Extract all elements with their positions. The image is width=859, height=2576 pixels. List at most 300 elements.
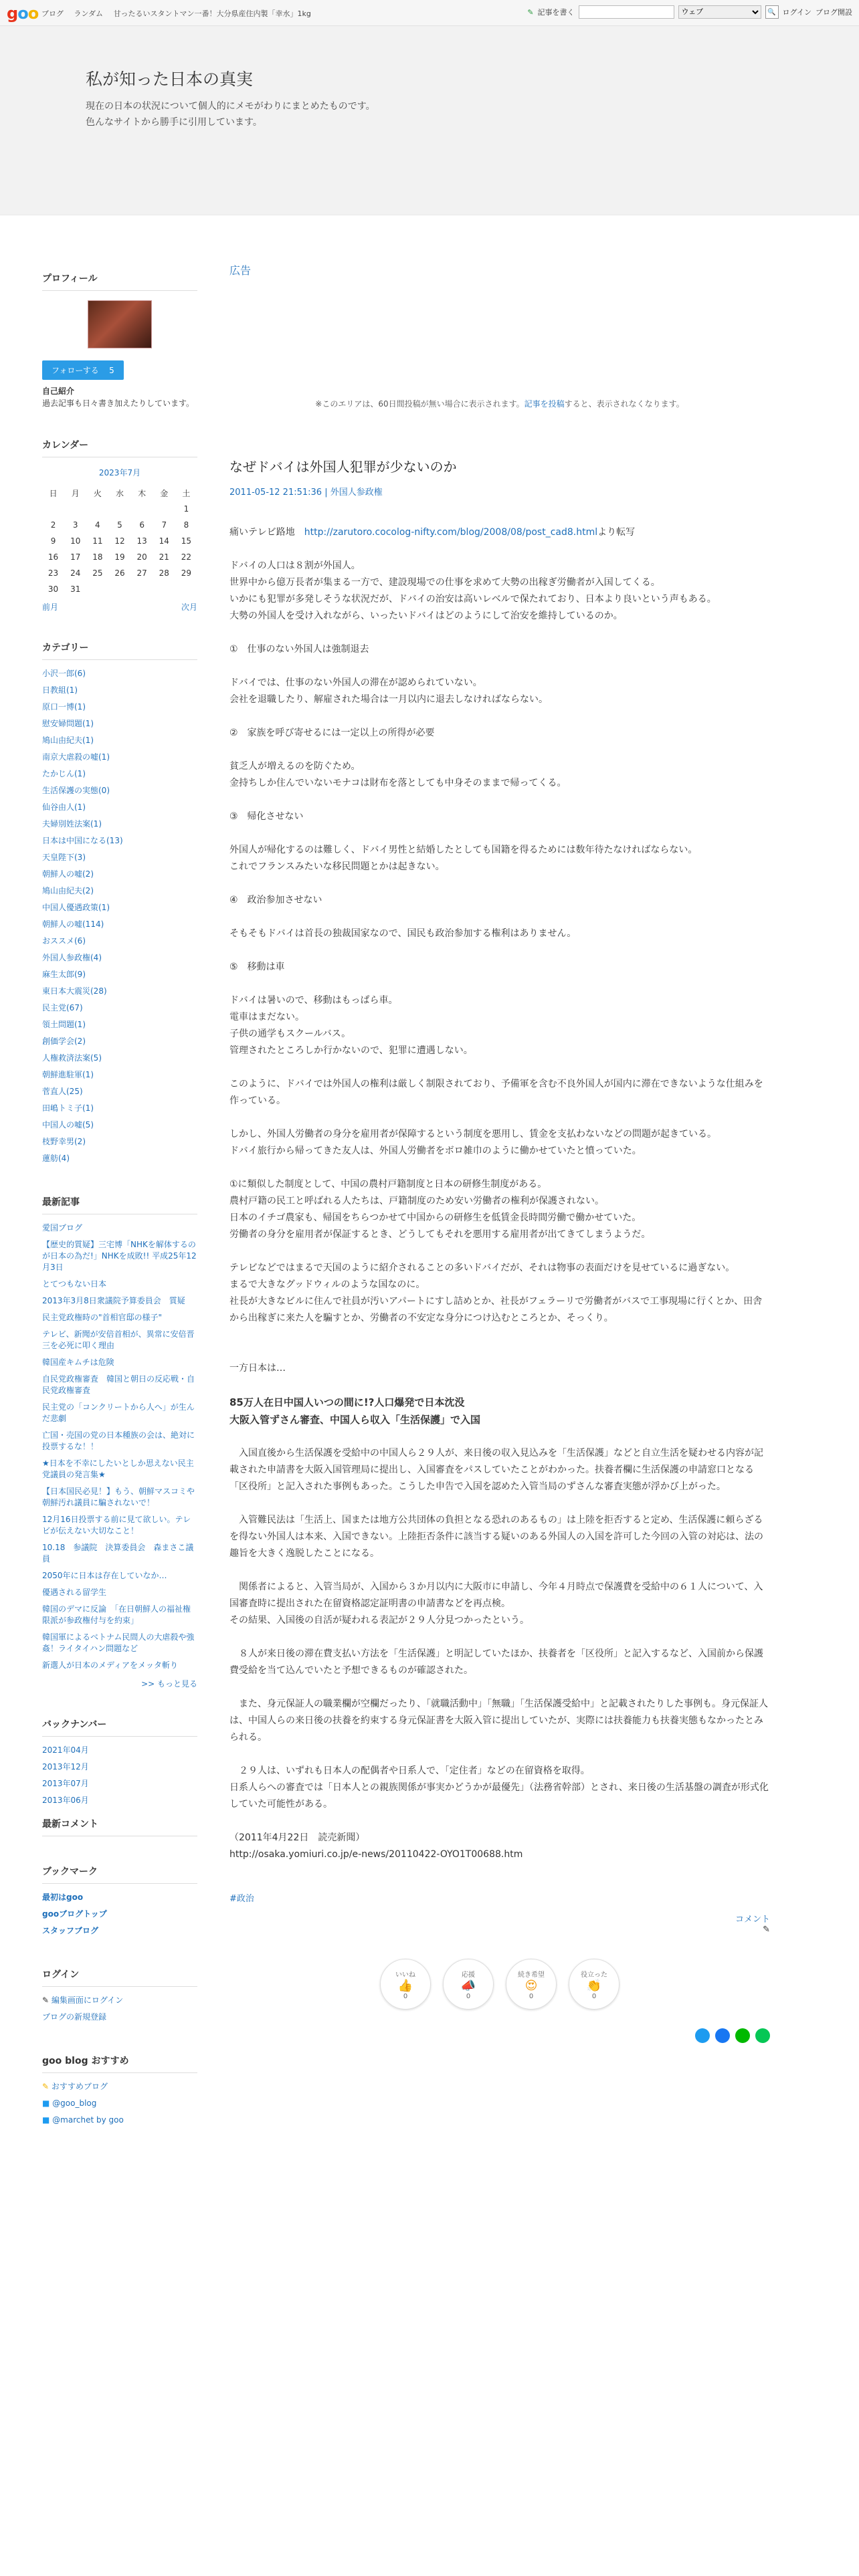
calendar-day[interactable]: 5 bbox=[117, 520, 122, 530]
calendar-weekday: 日 bbox=[49, 488, 58, 498]
search-input[interactable] bbox=[579, 5, 674, 19]
intro-heading: 自己紹介 bbox=[42, 387, 75, 396]
profile-section bbox=[42, 262, 197, 410]
calendar-day[interactable]: 19 bbox=[114, 552, 125, 562]
list-item bbox=[42, 1309, 197, 1326]
list-item bbox=[42, 1220, 197, 1237]
category-link[interactable]: 天皇陛下(3) bbox=[42, 853, 86, 862]
paragraph: これでフランスみたいな移民問題とかは起きない。 bbox=[229, 861, 445, 872]
calendar-day[interactable]: 13 bbox=[136, 536, 147, 546]
recent-post-link[interactable]: 自民党政権審査 韓国と朝日の反応戦・自民党政権審査 bbox=[42, 1374, 195, 1395]
paragraph: ドバイでは、仕事のない外国人の滞在が認められていない。 bbox=[229, 677, 482, 688]
calendar-day[interactable]: 17 bbox=[70, 552, 81, 562]
calendar-day[interactable] bbox=[131, 501, 153, 517]
list-item bbox=[42, 1601, 197, 1629]
list-item bbox=[42, 1000, 197, 1016]
recent-post-link[interactable]: 韓国産キムチは危険 bbox=[42, 1358, 114, 1367]
blog-title[interactable]: 私が知った日本の真実 bbox=[86, 70, 254, 89]
calendar-day[interactable]: 3 bbox=[72, 520, 78, 530]
calendar-day[interactable]: 27 bbox=[136, 568, 147, 578]
recent-list bbox=[42, 1220, 197, 1674]
recent-post-link[interactable]: 【日本国民必見！】もう、朝鮮マスコミや朝鮮汚れ議員に騙されないで！ bbox=[42, 1487, 195, 1507]
paragraph: ④ 政治参加させない bbox=[229, 895, 322, 905]
post-body bbox=[229, 524, 770, 1863]
next-month-link[interactable]: 次月 bbox=[181, 603, 197, 612]
calendar-day[interactable]: 11 bbox=[92, 536, 103, 546]
calendar-day[interactable] bbox=[131, 581, 153, 597]
category-link[interactable]: 原口一博(1) bbox=[42, 702, 86, 712]
blog-desc-line: 現在の日本の状況について個人的にメモがわりにまとめたものです。 bbox=[86, 101, 375, 112]
twitter-icon: ■ bbox=[42, 2099, 53, 2108]
calendar-day[interactable]: 20 bbox=[136, 552, 147, 562]
list-item bbox=[42, 665, 197, 682]
recent-post-link[interactable]: 民主党政権時の"首相官邸の様子" bbox=[42, 1313, 163, 1322]
prev-month-link[interactable]: 前月 bbox=[42, 603, 59, 612]
backnumber-section bbox=[42, 1708, 197, 1805]
post-tag[interactable]: #政治 bbox=[229, 1894, 254, 1904]
recent-post-link[interactable]: ★日本を不幸にしたいとしか思えない民主党議員の発言集★ bbox=[42, 1459, 194, 1479]
calendar-day[interactable] bbox=[108, 581, 130, 597]
spacer bbox=[229, 658, 770, 675]
topnav-blog[interactable]: ブログ bbox=[41, 9, 64, 18]
calendar-week bbox=[42, 517, 197, 533]
calendar-day[interactable]: 21 bbox=[159, 552, 169, 562]
list-item bbox=[42, 1584, 197, 1601]
list-item bbox=[42, 1906, 197, 1923]
login-section bbox=[42, 1958, 197, 2026]
list-item bbox=[42, 899, 197, 916]
category-link[interactable]: 朝鮮人の嘘(2) bbox=[42, 869, 94, 879]
calendar-day[interactable] bbox=[153, 501, 175, 517]
list-item bbox=[42, 1050, 197, 1067]
calendar-day[interactable] bbox=[42, 501, 64, 517]
list-item bbox=[42, 1455, 197, 1483]
heart-eyes-icon: 😍 bbox=[524, 1978, 538, 1993]
spacer bbox=[229, 976, 770, 992]
category-link[interactable]: 日本は中国になる(13) bbox=[42, 836, 123, 845]
category-link[interactable]: 枝野幸男(2) bbox=[42, 1137, 86, 1146]
paragraph: 労働者の身分を雇用者が保証するとき、どうしてもそれを悪用する雇用者が出てきてしまうようだ。 bbox=[229, 1229, 651, 1240]
ad-heading: 広告 bbox=[229, 264, 252, 277]
blog-desc-line: 色んなサイトから勝手に引用しています。 bbox=[86, 117, 262, 128]
recent-post-link[interactable]: 2050年に日本は存在していなか… bbox=[42, 1571, 167, 1580]
search-button[interactable] bbox=[765, 5, 779, 19]
recent-post-link[interactable]: 民主党の「コンクリートから人へ」が生んだ悲劇 bbox=[42, 1402, 195, 1423]
reaction-label: いいね bbox=[395, 1971, 415, 1979]
calendar-day[interactable]: 4 bbox=[95, 520, 100, 530]
list-item bbox=[42, 716, 197, 732]
calendar-day[interactable]: 14 bbox=[159, 536, 169, 546]
paragraph: 子供の通学もスクールバス。 bbox=[229, 1029, 351, 1039]
recent-post-link[interactable]: とてつもない日本 bbox=[42, 1279, 107, 1289]
category-link[interactable]: たかじん(1) bbox=[42, 769, 86, 778]
facebook-share-icon[interactable] bbox=[715, 2028, 730, 2043]
spacer bbox=[229, 1243, 770, 1260]
category-link[interactable]: 人権救済法案(5) bbox=[42, 1053, 102, 1063]
calendar-weekday: 土 bbox=[182, 488, 191, 498]
list-item bbox=[42, 1399, 197, 1427]
list-item bbox=[42, 782, 197, 799]
list-item bbox=[42, 1276, 197, 1293]
spacer bbox=[229, 1629, 770, 1646]
list-item bbox=[42, 1016, 197, 1033]
spacer bbox=[229, 1428, 770, 1445]
recent-post-link[interactable]: 【歴史的質疑】三宅博「NHKを解体するのが日本の為だ!」NHKを成敗!! 平成25年12月3日 bbox=[42, 1240, 197, 1272]
register-link[interactable]: ブログの新規登録 bbox=[42, 2012, 107, 2022]
post-date: 2011-05-12 21:51:36 bbox=[229, 488, 322, 498]
marchet-twitter-link[interactable]: @marchet by goo bbox=[52, 2115, 124, 2125]
spacer bbox=[229, 1059, 770, 1076]
paragraph: ① 仕事のない外国人は強制退去 bbox=[229, 644, 369, 655]
bookmark-link[interactable]: スタッフブログ bbox=[42, 1926, 99, 1935]
pen-icon: ✎ bbox=[763, 1925, 770, 1935]
reaction-count: 0 bbox=[466, 1992, 471, 2000]
recent-post-link[interactable]: 亡国・売国の党の日本種族の会は、絶対に投票するな！！ bbox=[42, 1430, 195, 1451]
calendar-week bbox=[42, 549, 197, 565]
recent-post-link[interactable]: 12月16日投票する前に見て欲しい。テレビが伝えない大切なこと！ bbox=[42, 1515, 191, 1535]
calendar-day[interactable]: 25 bbox=[92, 568, 103, 578]
calendar-day[interactable]: 10 bbox=[70, 536, 81, 546]
category-link[interactable]: 麻生太郎(9) bbox=[42, 970, 86, 979]
category-link[interactable]: 日教組(1) bbox=[42, 685, 78, 695]
blog-header bbox=[0, 26, 859, 215]
calendar-day[interactable]: 9 bbox=[50, 536, 56, 546]
inactive-notice bbox=[229, 398, 770, 409]
category-link[interactable]: 夫婦別姓法案(1) bbox=[42, 819, 102, 829]
backnumber-list bbox=[42, 1742, 197, 1805]
list-item bbox=[42, 1117, 197, 1134]
follow-button[interactable] bbox=[42, 360, 124, 380]
paragraph: ⑤ 移動は車 bbox=[229, 962, 285, 972]
calendar-day[interactable]: 30 bbox=[47, 584, 59, 594]
paragraph: しかし、外国人労働者の身分を雇用者が保障するという制度を悪用し、賃金を支払わないなどの問題が起きている。 bbox=[229, 1129, 717, 1140]
category-link[interactable]: 仙谷由人(1) bbox=[42, 802, 86, 812]
category-link[interactable]: 鳩山由紀夫(1) bbox=[42, 736, 94, 745]
list-item bbox=[42, 2112, 197, 2129]
backnumber-link[interactable]: 2013年06月 bbox=[42, 1796, 89, 1805]
calendar-weekday: 月 bbox=[71, 488, 80, 498]
list-item bbox=[42, 1354, 197, 1371]
category-heading: カテゴリー bbox=[42, 631, 197, 660]
calendar-section bbox=[42, 429, 197, 613]
category-link[interactable]: 中国人の嘘(5) bbox=[42, 1120, 94, 1130]
login-link[interactable]: ログイン bbox=[782, 8, 812, 17]
category-link[interactable]: 東日本大震災(28) bbox=[42, 986, 107, 996]
paragraph: ドバイの人口は８割が外国人。 bbox=[229, 560, 361, 571]
recent-post-link[interactable]: 2013年3月8日衆議院予算委員会 質疑 bbox=[42, 1296, 185, 1305]
list-item bbox=[42, 1657, 197, 1674]
goo-logo[interactable]: goo bbox=[7, 4, 39, 23]
paragraph: 社長が大きなビルに住んで社員が汚いアパートにすし詰めとか、社長がフェラーリで労働者がバスで工事現場に行くとか、田舎から出稼ぎに来た人を騙すとか、労働者の不安定な身分につけ込むところとか、そっくり。 bbox=[229, 1296, 763, 1323]
follow-count: 5 bbox=[109, 366, 114, 375]
category-link[interactable]: 民主党(67) bbox=[42, 1003, 83, 1012]
list-item bbox=[42, 2095, 197, 2112]
recent-post-link[interactable]: 愛国ブログ bbox=[42, 1223, 83, 1232]
avatar[interactable] bbox=[88, 300, 152, 348]
login-list bbox=[42, 1992, 197, 2026]
category-link[interactable]: 菅直人(25) bbox=[42, 1087, 83, 1096]
list-item bbox=[42, 2009, 197, 2026]
recent-post-link[interactable]: 韓国のデマに反論 「在日朝鮮人の福祉権限派が参政権付与を約束」 bbox=[42, 1604, 191, 1625]
paragraph: 会社を退職したり、解雇された場合は一月以内に退去しなければならない。 bbox=[229, 694, 548, 705]
calendar-nav bbox=[42, 601, 197, 613]
calendar-weekday: 金 bbox=[160, 488, 169, 498]
list-item bbox=[42, 1237, 197, 1276]
list-item bbox=[42, 1539, 197, 1568]
list-item bbox=[42, 833, 197, 849]
calendar-day[interactable]: 8 bbox=[183, 520, 189, 530]
twitter-icon: ■ bbox=[42, 2115, 53, 2125]
list-item bbox=[42, 933, 197, 950]
calendar-week bbox=[42, 533, 197, 549]
spacer bbox=[229, 625, 770, 641]
calendar-day[interactable]: 2 bbox=[50, 520, 56, 530]
blog-description bbox=[86, 98, 375, 130]
recent-post-link[interactable]: 10.18 参議院 決算委員会 森まさこ議員 bbox=[42, 1543, 194, 1564]
calendar-day[interactable] bbox=[175, 581, 197, 597]
category-link[interactable]: 朝鮮人の嘘(114) bbox=[42, 920, 104, 929]
source-suffix: より転写 bbox=[597, 527, 636, 538]
calendar-week bbox=[42, 581, 197, 597]
write-post-link[interactable]: 記事を書く bbox=[537, 8, 575, 17]
paragraph: 農村戸籍の民工と呼ばれる人たちは、戸籍制度のため安い労働者の権利が保護されない。 bbox=[229, 1196, 604, 1206]
recent-section bbox=[42, 1186, 197, 1689]
category-link[interactable]: 田嶋トミ子(1) bbox=[42, 1103, 94, 1113]
reaction-count: 0 bbox=[403, 1992, 408, 2000]
comment-row bbox=[229, 1912, 770, 1935]
category-link[interactable]: 生活保護の実態(0) bbox=[42, 786, 110, 795]
paragraph: （2011年4月22日 読売新聞） bbox=[229, 1832, 365, 1843]
backnumber-link[interactable]: 2021年04月 bbox=[42, 1745, 89, 1755]
category-list bbox=[42, 665, 197, 1167]
list-item bbox=[42, 916, 197, 933]
notice-text: ※このエリアは、60日間投稿が無い場合に表示されます。 bbox=[315, 399, 524, 409]
category-link[interactable]: 中国人優遇政策(1) bbox=[42, 903, 110, 912]
calendar-day[interactable]: 6 bbox=[139, 520, 145, 530]
list-item bbox=[42, 866, 197, 883]
calendar-day[interactable]: 1 bbox=[183, 504, 189, 514]
post-paragraphs bbox=[229, 558, 770, 1327]
list-item bbox=[42, 1992, 197, 2009]
follow-label: フォローする bbox=[52, 366, 99, 375]
calendar-days bbox=[42, 501, 197, 597]
megaphone-icon: 📣 bbox=[460, 1978, 476, 1993]
paragraph: ドバイは暑いので、移動はもっぱら車。 bbox=[229, 995, 398, 1006]
global-topbar bbox=[0, 0, 859, 26]
spacer bbox=[229, 1109, 770, 1126]
list-item bbox=[42, 1083, 197, 1100]
reaction-count: 0 bbox=[591, 1992, 597, 2000]
goo-blog-twitter-link[interactable]: @goo_blog bbox=[52, 2099, 97, 2108]
category-link[interactable]: 小沢一郎(6) bbox=[42, 669, 86, 678]
list-item bbox=[42, 1483, 197, 1511]
list-item bbox=[42, 1100, 197, 1117]
profile-heading: プロフィール bbox=[42, 262, 197, 291]
paragraph: ２９人は、いずれも日本人の配偶者や日系人で、「定住者」などの在留資格を取得。 bbox=[229, 1765, 590, 1776]
topnav-random[interactable]: ランダム bbox=[74, 9, 104, 18]
list-item bbox=[42, 1427, 197, 1455]
list-item bbox=[42, 766, 197, 782]
news-source-link[interactable]: http://osaka.yomiuri.co.jp/e-news/20110422-OYO1T00688.htm bbox=[229, 1849, 523, 1860]
reaction-button[interactable] bbox=[380, 1959, 431, 2010]
post-title[interactable]: なぜドバイは外国人犯罪が少ないのか bbox=[229, 459, 457, 475]
category-link[interactable]: 蓮舫(4) bbox=[42, 1154, 70, 1163]
calendar-day[interactable]: 7 bbox=[161, 520, 167, 530]
calendar-day[interactable]: 26 bbox=[114, 568, 125, 578]
post-article-link[interactable]: 記事を投稿 bbox=[524, 399, 565, 409]
reaction-label: 役立った bbox=[581, 1971, 607, 1979]
calendar-month[interactable]: 2023年7月 bbox=[98, 468, 141, 477]
list-item bbox=[42, 1792, 197, 1809]
list-item bbox=[42, 1371, 197, 1399]
calendar-day[interactable]: 18 bbox=[92, 552, 103, 562]
bookmark-list bbox=[42, 1889, 197, 1939]
source-link[interactable]: http://zarutoro.cocolog-nifty.com/blog/2008/08/post_cad8.html bbox=[304, 527, 598, 538]
list-item bbox=[42, 950, 197, 966]
list-item bbox=[42, 732, 197, 749]
search-scope-select[interactable] bbox=[678, 5, 761, 19]
sidebar bbox=[42, 262, 197, 2147]
recent-post-link[interactable]: 新選人が日本のメディアをメッタ斬り bbox=[42, 1660, 179, 1670]
category-link[interactable]: 朝鮮進駐軍(1) bbox=[42, 1070, 94, 1079]
spacer bbox=[229, 742, 770, 758]
source-prefix: 痛いテレビ路地 bbox=[229, 527, 304, 538]
hatena-share-icon[interactable] bbox=[735, 2028, 750, 2043]
list-item bbox=[42, 1326, 197, 1354]
reaction-count: 0 bbox=[529, 1992, 534, 2000]
calendar-day[interactable]: 29 bbox=[181, 568, 192, 578]
quote-intro: 一方日本は… bbox=[229, 1363, 286, 1374]
list-item bbox=[42, 983, 197, 1000]
comment-link[interactable]: コメント bbox=[735, 1915, 770, 1925]
category-link[interactable]: 創価学会(2) bbox=[42, 1037, 86, 1046]
calendar-day[interactable] bbox=[153, 581, 175, 597]
recent-post-link[interactable]: 韓国軍によるベトナム民間人の大虐殺や強姦！ライタイハン問題など bbox=[42, 1632, 195, 1653]
list-item bbox=[42, 1067, 197, 1083]
blog-start-link[interactable]: ブログ開設 bbox=[816, 8, 852, 17]
pen-icon: ✎ bbox=[42, 2082, 52, 2091]
thumbs-up-icon: 👍 bbox=[397, 1978, 413, 1993]
backnumber-link[interactable]: 2013年07月 bbox=[42, 1779, 89, 1788]
recommend-heading: goo blog おすすめ bbox=[42, 2044, 197, 2073]
list-item bbox=[42, 883, 197, 899]
post-meta: 2011-05-12 21:51:36 | 外国人参政権 bbox=[229, 488, 383, 498]
calendar-day[interactable] bbox=[108, 501, 130, 517]
list-item bbox=[42, 1150, 197, 1167]
reaction-buttons bbox=[229, 1959, 770, 2010]
spacer bbox=[229, 1746, 770, 1763]
clap-icon: 👏 bbox=[586, 1978, 602, 1993]
calendar bbox=[42, 463, 197, 597]
category-link[interactable]: 鳩山由紀夫(2) bbox=[42, 886, 94, 895]
recommend-list bbox=[42, 2078, 197, 2129]
topbar-nav bbox=[41, 8, 319, 19]
calendar-day[interactable]: 15 bbox=[181, 536, 192, 546]
paragraph: 管理されたところしか行かないので、犯罪に遭遇しない。 bbox=[229, 1045, 473, 1056]
calendar-weekday: 木 bbox=[138, 488, 147, 498]
spacer bbox=[229, 825, 770, 842]
paragraph: 入管難民法は「生活上、国または地方公共団体の負担となる恐れのあるもの」は上陸を拒否すると定め、生活保護に頼らざるを得ない外国人は本来、入国できない。上陸拒否条件に該当する疑いのある外国人の入国を許可した今回の入管の対応は、法の趣旨を大きく逸脱したことになる。 bbox=[229, 1515, 763, 1559]
spacer bbox=[229, 1562, 770, 1579]
list-item bbox=[42, 1511, 197, 1539]
calendar-weekdays bbox=[42, 485, 197, 501]
recommend-section bbox=[42, 2044, 197, 2129]
list-item bbox=[42, 1134, 197, 1150]
spacer bbox=[229, 1813, 770, 1830]
line-share-icon[interactable] bbox=[755, 2028, 770, 2043]
calendar-day[interactable] bbox=[64, 501, 86, 517]
paragraph: ② 家族を呼び寄せるには一定以上の所得が必要 bbox=[229, 728, 435, 738]
calendar-day[interactable] bbox=[86, 501, 108, 517]
category-link[interactable]: 南京大虐殺の嘘(1) bbox=[42, 752, 110, 762]
list-item bbox=[42, 682, 197, 699]
more-link[interactable]: >> もっと見る bbox=[141, 1679, 197, 1689]
calendar-day[interactable]: 23 bbox=[47, 568, 59, 578]
pen-icon: ✎ bbox=[42, 1996, 52, 2005]
category-link[interactable]: おススメ(6) bbox=[42, 936, 86, 946]
recent-post-link[interactable]: テレビ、新聞が安倍首相が、異常に安倍晋三を必死に叩く理由 bbox=[42, 1329, 195, 1350]
paragraph: 電車はまだない。 bbox=[229, 1012, 304, 1023]
list-item bbox=[42, 1033, 197, 1050]
calendar-day[interactable]: 31 bbox=[70, 584, 81, 594]
list-item bbox=[42, 1568, 197, 1584]
paragraph: ③ 帰化させない bbox=[229, 811, 304, 822]
paragraph: 金持ちしか住んでいないモナコは財布を落としても中身そのままで帰ってくる。 bbox=[229, 778, 567, 788]
spacer bbox=[229, 942, 770, 959]
calendar-heading: カレンダー bbox=[42, 429, 197, 457]
calendar-week bbox=[42, 565, 197, 581]
recommend-blog-link[interactable]: おすすめブログ bbox=[51, 2082, 108, 2091]
spacer bbox=[229, 1679, 770, 1696]
bookmark-link[interactable]: gooブログトップ bbox=[42, 1909, 107, 1919]
recent-post-link[interactable]: 優遇される留学生 bbox=[42, 1588, 107, 1597]
reaction-button[interactable] bbox=[506, 1959, 557, 2010]
paragraph: テレビなどではまるで天国のように紹介されることの多いドバイだが、それは物事の表面だけを見せているに過ぎない。 bbox=[229, 1263, 735, 1273]
calendar-day[interactable]: 12 bbox=[114, 536, 125, 546]
spacer bbox=[229, 1495, 770, 1512]
paragraph: 貧乏人が増えるのを防ぐため。 bbox=[229, 761, 361, 772]
post-category-link[interactable]: 外国人参政権 bbox=[330, 488, 383, 498]
paragraph: 関係者によると、入管当局が、入国から３か月以内に大阪市に申請し、今年４月時点で保護費を受給中の６１人について、入国審査時に提出された在留資格認定証明書の申請書などを再点検。 bbox=[229, 1582, 763, 1609]
calendar-day[interactable]: 16 bbox=[47, 552, 59, 562]
backnumber-link[interactable]: 2013年12月 bbox=[42, 1762, 89, 1772]
calendar-day[interactable] bbox=[86, 581, 108, 597]
reaction-button[interactable] bbox=[569, 1959, 619, 2010]
list-item bbox=[42, 966, 197, 983]
calendar-day[interactable]: 24 bbox=[70, 568, 81, 578]
twitter-share-icon[interactable] bbox=[695, 2028, 710, 2043]
search-icon: 🔍 bbox=[767, 8, 776, 16]
editor-login-link[interactable]: 編集画面にログイン bbox=[51, 1996, 124, 2005]
paragraph: 大勢の外国人を受け入れながら、いったいドバイはどのようにして治安を維持しているのか。 bbox=[229, 611, 623, 621]
topnav-promo[interactable]: 甘ったるいスタントマン一番！大分県産住内製「幸水」1kg bbox=[113, 9, 311, 18]
spacer bbox=[229, 1377, 770, 1394]
spacer bbox=[229, 1327, 770, 1344]
spacer bbox=[229, 1160, 770, 1176]
paragraph: まるで大きなグッドウィルのような国なのに。 bbox=[229, 1279, 425, 1290]
bookmark-link[interactable]: 最初はgoo bbox=[42, 1893, 84, 1902]
category-link[interactable]: 慰安婦問題(1) bbox=[42, 719, 94, 728]
list-item bbox=[42, 1923, 197, 1939]
calendar-day[interactable]: 22 bbox=[181, 552, 192, 562]
category-link[interactable]: 外国人参政権(4) bbox=[42, 953, 102, 962]
category-link[interactable]: 領土問題(1) bbox=[42, 1020, 86, 1029]
list-item bbox=[42, 1629, 197, 1657]
share-buttons bbox=[229, 2028, 770, 2043]
paragraph: そもそもドバイは首長の独裁国家なので、国民も政治参加する権利はありません。 bbox=[229, 928, 577, 939]
calendar-day[interactable]: 28 bbox=[159, 568, 169, 578]
reaction-button[interactable] bbox=[443, 1959, 494, 2010]
